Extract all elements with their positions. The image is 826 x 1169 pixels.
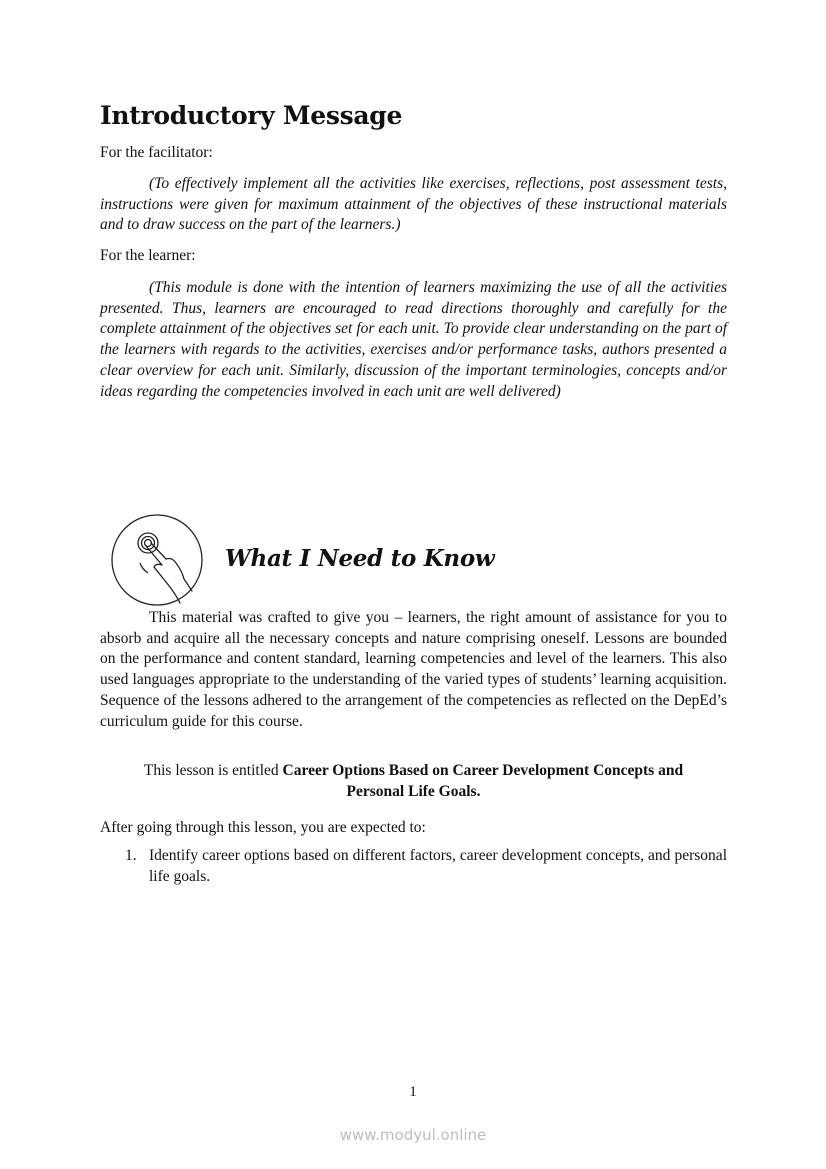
facilitator-text: (To effectively implement all the activities like exercises, reflections, post assessment tests, instructions were given for maximum attainment of the objectives of these instructional materials and to draw success on the part of the learners.): [100, 175, 727, 234]
need-to-know-title: What I Need to Know: [225, 545, 495, 572]
learner-text: (This module is done with the intention of learners maximizing the use of all the activities presented. Thus, learners are encouraged to read directions thoroughly and carefully for the complete attainment of the objectives set for each unit. To provide clear understanding on the part of the learners with regards to the activities, exercises and/or performance tasks, authors presented a clear overview for each unit. Similarly, discussion of the important terminologies, concepts and/or ideas regarding the competencies involved in each unit are well delivered): [100, 279, 727, 400]
learner-label: For the learner:: [100, 247, 196, 264]
expect-intro: After going through this lesson, you are expected to:: [100, 819, 426, 836]
page-number: 1: [409, 1084, 417, 1100]
lesson-title: Career Options Based on Career Development Concepts and Personal Life Goals.: [282, 762, 684, 800]
lesson-statement: [100, 761, 727, 802]
hand-pointer-icon: [110, 513, 204, 607]
objective-number: 1.: [125, 847, 137, 864]
objective-text: Identify career options based on different factors, career development concepts, and personal life goals.: [149, 847, 727, 885]
need-to-know-body: This material was crafted to give you – learners, the right amount of assistance for you to absorb and acquire all the necessary concepts and nature comprising oneself. Lessons are bounded on the performance and content standard, learning competencies and level of the learners. This also used languages appropriate to the understanding of the varied types of students’ learning acquisition. Sequence of the lessons adhered to the arrangement of the competencies as reflected on the DepEd’s curriculum guide for this course.: [100, 609, 727, 730]
objective-item: [125, 846, 727, 887]
watermark: www.modyul.online: [339, 1126, 487, 1144]
facilitator-label: For the facilitator:: [100, 144, 213, 161]
lesson-prefix: This lesson is entitled: [143, 762, 283, 779]
intro-title: Introductory Message: [100, 101, 403, 130]
